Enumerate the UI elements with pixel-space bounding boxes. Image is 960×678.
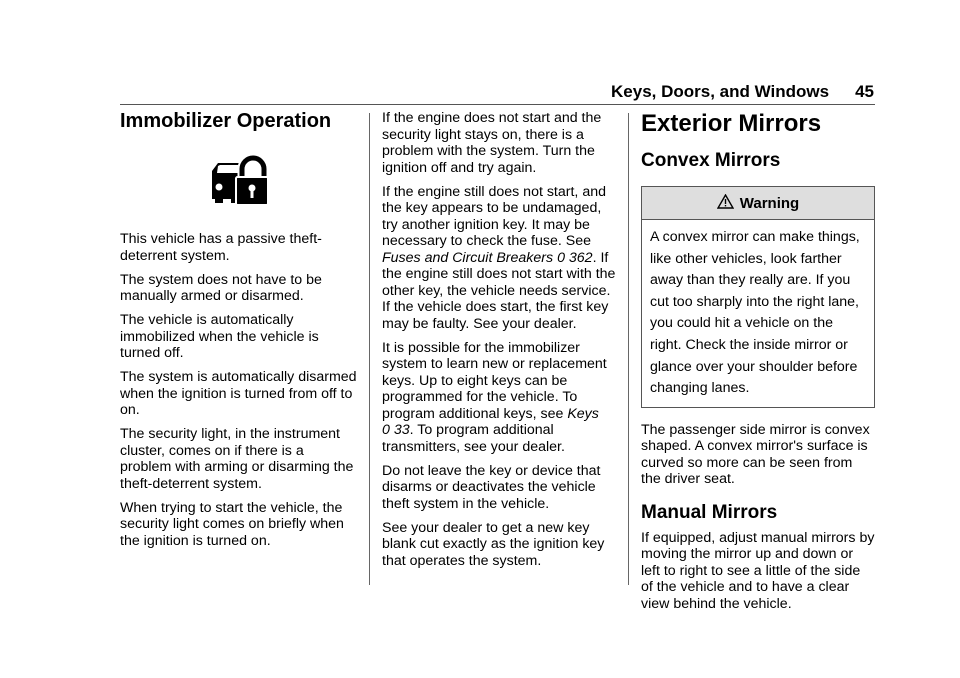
running-header bbox=[556, 82, 874, 102]
immobilizer-paragraph: Do not leave the key or device that disarms or deactivates the vehicle theft system in the vehicle. bbox=[382, 462, 601, 512]
immobilizer-paragraph: The security light, in the instrument cluster, comes on if there is a problem with arming or disarming the theft-deterrent system. bbox=[120, 426, 354, 492]
immobilizer-paragraph: The system does not have to be manually armed or disarmed. bbox=[120, 271, 322, 304]
convex-paragraph: The passenger side mirror is convex shaped. A convex mirror's surface is curved so more can be seen from the driver seat. bbox=[641, 421, 870, 488]
immobilizer-paragraph: The system is automatically disarmed when the ignition is turned from off to on. bbox=[120, 369, 357, 418]
manual-mirrors-paragraph: If equipped, adjust manual mirrors by moving the mirror up and down or left to right to see a little of the side of the vehicle and to have a clear view behind the vehicle. bbox=[641, 529, 875, 612]
page-number: 45 bbox=[855, 82, 874, 101]
column-divider bbox=[369, 113, 370, 585]
immobilizer-paragraph: See your dealer to get a new key blank cut exactly as the ignition key that operates the system. bbox=[382, 519, 605, 569]
column-exterior-mirrors bbox=[641, 110, 875, 620]
fuse-check-paragraph bbox=[382, 184, 616, 333]
warning-label: Warning bbox=[739, 194, 800, 212]
header-rule bbox=[120, 104, 875, 105]
warning-box bbox=[641, 186, 875, 408]
immobilizer-paragraph: If the engine does not start and the security light stays on, there is a problem with the system. Turn the ignition off and try again. bbox=[382, 110, 602, 176]
subsection-title-manual: Manual Mirrors bbox=[641, 501, 778, 523]
paragraph-text: . To program additional transmitters, see your dealer. bbox=[382, 422, 565, 455]
column-immobilizer bbox=[120, 110, 358, 557]
fuses-breakers-link[interactable]: Fuses and Circuit Breakers bbox=[382, 249, 554, 266]
section-title-exterior-mirrors: Exterior Mirrors bbox=[641, 110, 822, 137]
security-lock-car-icon bbox=[120, 155, 358, 207]
section-title-immobilizer: Immobilizer Operation bbox=[120, 110, 332, 132]
program-keys-paragraph bbox=[382, 340, 616, 456]
header-section-title: Keys, Doors, and Windows bbox=[611, 82, 830, 101]
warning-text: A convex mirror can make things, like other vehicles, look farther away than they really are. If you cut too sharply into the right lane, you could hit a vehicle on the right. Check the inside mirror or glance over your shoulder before changing lanes. bbox=[650, 229, 860, 397]
warning-triangle-icon bbox=[717, 194, 734, 213]
paragraph-text: If the engine still does not start, and the key appears to be undamaged, try another ignition key. It may be necessary to check the fuse. See bbox=[382, 183, 606, 249]
paragraph-text: . If the engine still does not start with the other key, the vehicle needs service. If the vehicle does start, the first key may be faulty. See your dealer. bbox=[382, 249, 616, 332]
paragraph-text: It is possible for the immobilizer system to learn new or replacement keys. Up to eight keys can be programmed for the vehicle. To program additional keys, see bbox=[382, 339, 607, 422]
immobilizer-paragraph: When trying to start the vehicle, the security light comes on briefly when the ignition is turned on. bbox=[120, 499, 344, 549]
keys-link[interactable]: Keys bbox=[567, 405, 599, 422]
immobilizer-paragraph: This vehicle has a passive theft-deterrent system. bbox=[120, 231, 322, 264]
page-ref-362[interactable]: 0 362 bbox=[557, 249, 593, 266]
column-immobilizer-continued bbox=[382, 110, 616, 577]
page-ref-33[interactable]: 0 33 bbox=[382, 422, 410, 438]
subsection-title-convex: Convex Mirrors bbox=[641, 150, 781, 171]
warning-header bbox=[642, 187, 874, 220]
immobilizer-paragraph: The vehicle is automatically immobilized when the vehicle is turned off. bbox=[120, 312, 319, 361]
column-divider bbox=[628, 113, 629, 585]
